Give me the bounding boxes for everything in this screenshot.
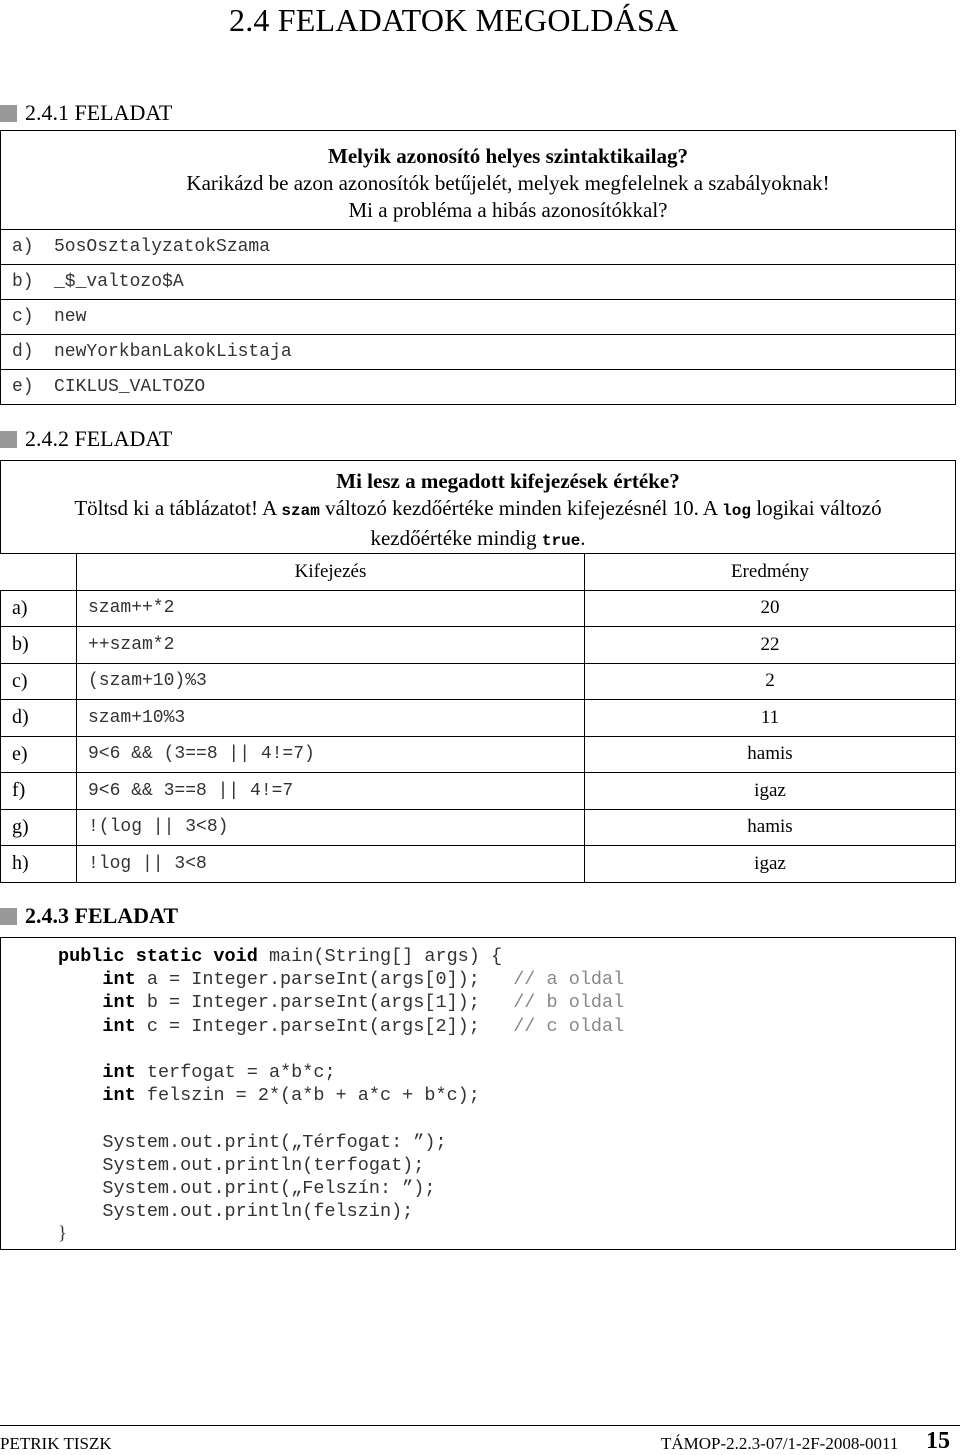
table-row (1, 846, 956, 883)
option-item[interactable] (1, 335, 955, 370)
footer-organization: PETRIK TISZK (0, 1434, 112, 1453)
row-expression: !log || 3<8 (77, 846, 585, 883)
code-variable: log (722, 502, 751, 520)
option-letter: c) (12, 307, 34, 327)
question-header (1, 131, 955, 230)
question-title: Melyik azonosító helyes szintaktikailag? (328, 144, 688, 168)
option-text: CIKLUS_VALTOZO (54, 377, 206, 397)
code-keyword: int (102, 969, 136, 991)
section-heading-text: 2.4.3 FELADAT (25, 903, 178, 928)
option-letter: b) (12, 272, 34, 292)
instruction-text: logikai változó (750, 496, 882, 520)
results-table (0, 553, 956, 883)
code-line (58, 1084, 955, 1107)
question-subline: Mi a probléma a hibás azonosítókkal? (348, 198, 668, 222)
table-row (1, 809, 956, 846)
instruction-text: kezdőértéke mindig (370, 526, 542, 550)
option-item[interactable] (1, 230, 955, 265)
row-expression: (szam+10)%3 (77, 663, 585, 700)
code-line (58, 1200, 955, 1223)
option-text: newYorkbanLakokListaja (54, 342, 292, 362)
section-heading-text: 2.4.2 FELADAT (25, 426, 173, 451)
code-text: c = Integer.parseInt(args[2]); (135, 1015, 514, 1037)
row-letter: h) (1, 846, 77, 883)
row-letter: e) (1, 736, 77, 773)
section-bullet-icon (0, 431, 17, 448)
section-heading-2 (0, 426, 172, 452)
code-line (58, 991, 955, 1014)
question-title: Mi lesz a megadott kifejezések értéke? (336, 469, 680, 493)
code-keyword: int (102, 992, 136, 1014)
code-text: felszin = 2*(a*b + a*c + b*c); (135, 1085, 480, 1107)
code-comment: // a oldal (513, 969, 625, 991)
code-keyword: public static void (58, 946, 258, 967)
code-text: main(String[] args) { (257, 946, 503, 967)
expression-question-box (0, 460, 956, 554)
question-instruction (1, 495, 955, 525)
option-letter: d) (12, 342, 34, 362)
table-row (1, 663, 956, 700)
table-row (1, 773, 956, 810)
code-line (58, 1177, 955, 1200)
code-closing-brace: } (58, 1224, 67, 1245)
code-blank-line (58, 1107, 955, 1130)
row-expression: szam++*2 (77, 590, 585, 627)
option-text: _$_valtozo$A (54, 272, 184, 292)
row-expression: 9<6 && (3==8 || 4!=7) (77, 736, 585, 773)
code-line (58, 1061, 955, 1084)
row-result[interactable]: hamis (585, 736, 956, 773)
row-result[interactable]: igaz (585, 773, 956, 810)
option-text: 5osOsztalyzatokSzama (54, 237, 271, 257)
code-block (0, 937, 956, 1250)
instruction-text: változó kezdőértéke minden kifejezésnél 10. A (319, 496, 723, 520)
code-text: terfogat = a*b*c; (135, 1061, 336, 1083)
code-keyword: int (102, 1015, 136, 1037)
question-instruction: Karikázd be azon azonosítók betűjelét, melyek megfelelnek a szabályoknak! (186, 171, 830, 195)
option-letter: a) (12, 237, 34, 257)
option-item[interactable] (1, 300, 955, 335)
code-blank-line (58, 1038, 955, 1061)
option-text: new (54, 307, 87, 327)
table-header-row (1, 554, 956, 591)
row-letter: f) (1, 773, 77, 810)
column-header-expression: Kifejezés (77, 554, 585, 591)
row-letter: a) (1, 590, 77, 627)
code-line (58, 1015, 955, 1038)
instruction-text: Töltsd ki a táblázatot! A (74, 496, 282, 520)
column-header-result: Eredmény (585, 554, 956, 591)
code-keyword: int (102, 1061, 136, 1083)
table-row (1, 700, 956, 737)
section-bullet-icon (0, 105, 17, 122)
code-variable: szam (281, 502, 320, 520)
code-text: System.out.println(terfogat); (102, 1154, 425, 1176)
code-text: System.out.println(felszin); (102, 1201, 414, 1223)
code-line (58, 1223, 955, 1246)
code-line (58, 968, 955, 991)
row-letter: d) (1, 700, 77, 737)
option-item[interactable] (1, 265, 955, 300)
header-empty-cell (1, 554, 77, 591)
code-variable: true (541, 532, 581, 550)
identifier-question-box (0, 130, 956, 405)
option-letter: e) (12, 377, 34, 397)
section-heading-1 (0, 100, 172, 126)
row-result[interactable]: igaz (585, 846, 956, 883)
question-subline (1, 525, 955, 555)
code-text: b = Integer.parseInt(args[1]); (135, 992, 514, 1014)
code-comment: // b oldal (513, 992, 625, 1014)
section-bullet-icon (0, 908, 17, 925)
row-expression: szam+10%3 (77, 700, 585, 737)
code-comment: // c oldal (513, 1015, 625, 1037)
code-text: System.out.print(„Felszín: ”); (102, 1177, 436, 1199)
footer-project-code: TÁMOP-2.2.3-07/1-2F-2008-0011 (661, 1434, 899, 1453)
table-row (1, 590, 956, 627)
row-result[interactable]: 2 (585, 663, 956, 700)
row-letter: c) (1, 663, 77, 700)
footer-rule (0, 1425, 960, 1426)
section-heading-3 (0, 903, 178, 929)
page-number: 15 (926, 1428, 950, 1454)
code-keyword: int (102, 1085, 136, 1107)
row-letter: b) (1, 627, 77, 664)
code-text: System.out.print(„Térfogat: ”); (102, 1131, 447, 1153)
row-result[interactable]: 20 (585, 590, 956, 627)
code-line (58, 1154, 955, 1177)
code-text: a = Integer.parseInt(args[0]); (135, 969, 514, 991)
row-expression: ++szam*2 (77, 627, 585, 664)
row-expression: !(log || 3<8) (77, 809, 585, 846)
code-line (58, 945, 955, 968)
row-result[interactable]: hamis (585, 809, 956, 846)
row-expression: 9<6 && 3==8 || 4!=7 (77, 773, 585, 810)
section-heading-text: 2.4.1 FELADAT (25, 100, 173, 125)
table-row (1, 627, 956, 664)
page-title: 2.4 FELADATOK MEGOLDÁSA (229, 2, 679, 38)
code-line (58, 1131, 955, 1154)
table-row (1, 736, 956, 773)
row-result[interactable]: 11 (585, 700, 956, 737)
row-result[interactable]: 22 (585, 627, 956, 664)
row-letter: g) (1, 809, 77, 846)
instruction-text: . (580, 526, 586, 550)
option-item[interactable] (1, 370, 955, 404)
